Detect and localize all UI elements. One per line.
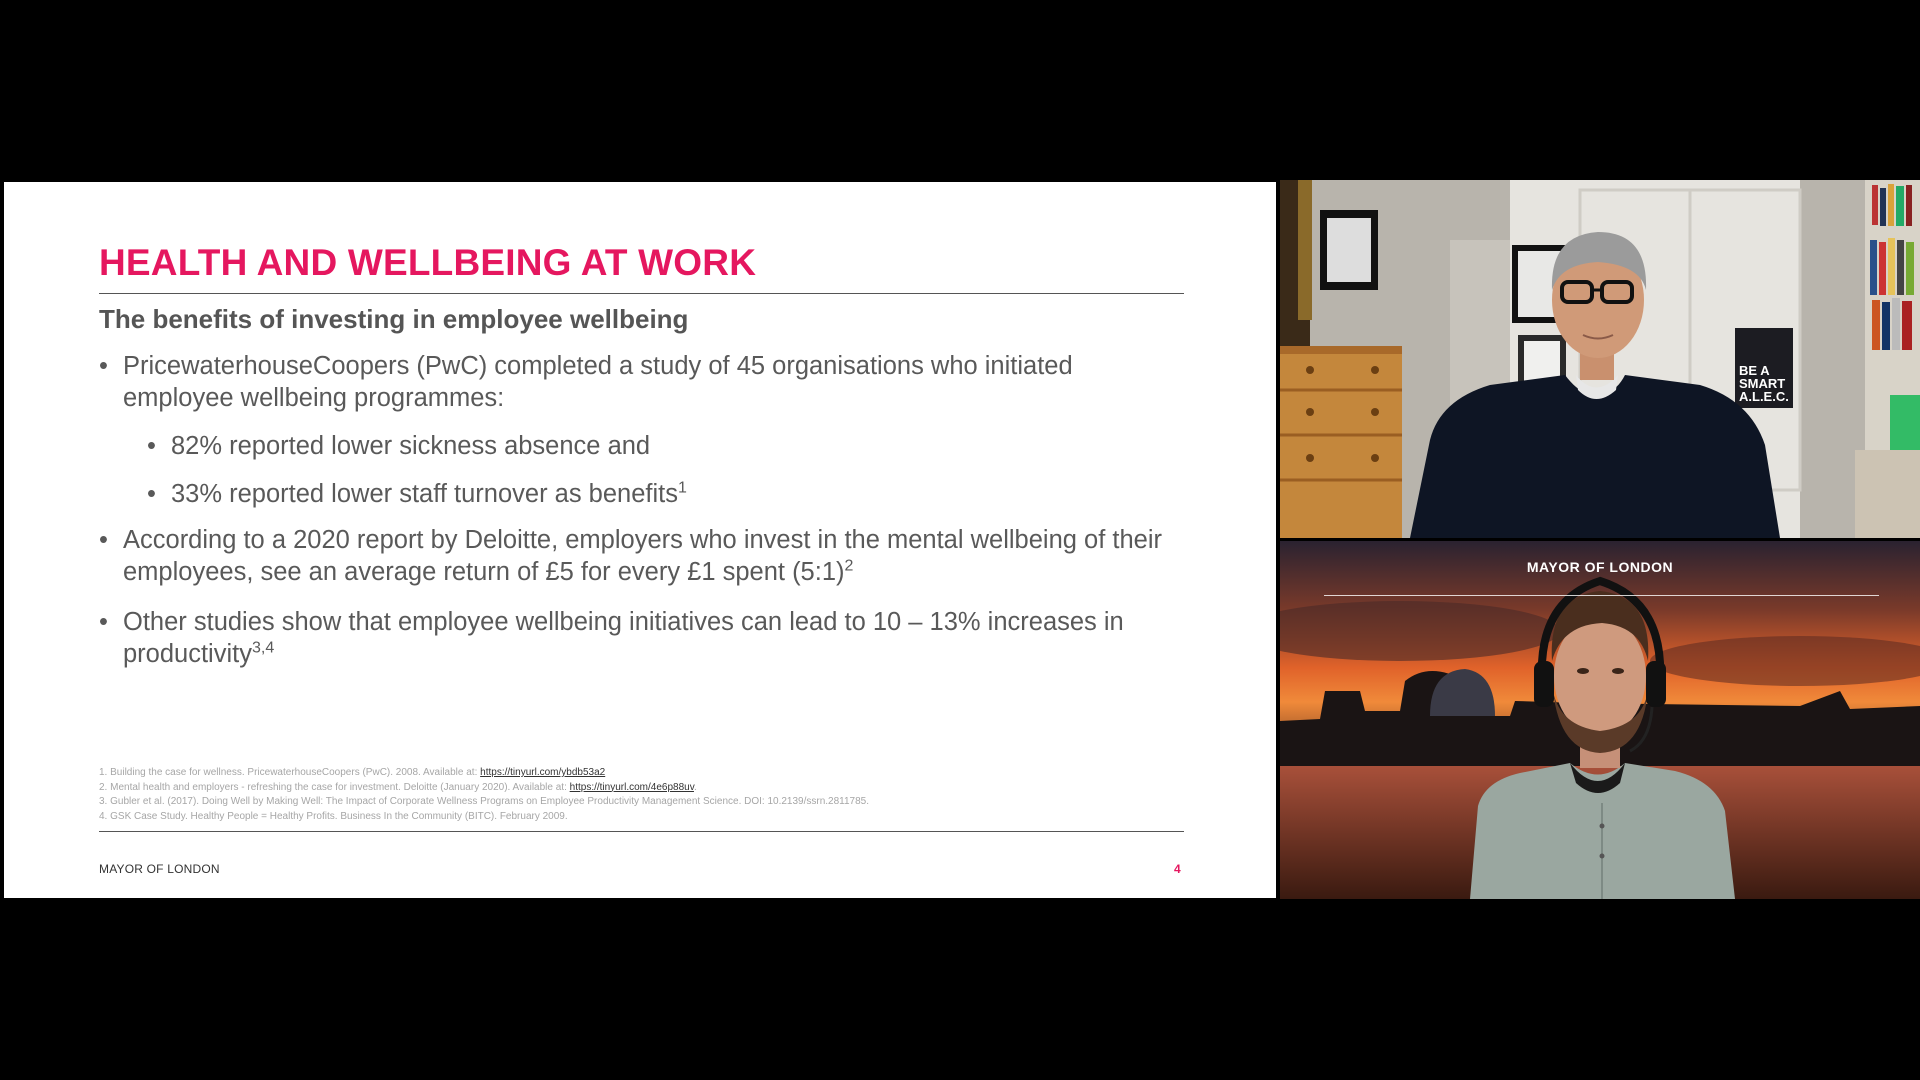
bullet-pwc-text: PricewaterhouseCoopers (PwC) completed a study of 45 organisations who initiated employee wellbeing programmes: <box>123 352 1073 412</box>
footnote-text: Building the case for wellness. PricewaterhouseCoopers (PwC). 2008. Available at: <box>110 767 481 778</box>
bullet-pwc <box>99 350 1189 510</box>
footnote-number: 2. <box>99 781 108 793</box>
footnote-number: 4. <box>99 810 108 822</box>
video-tile-participant-2[interactable] <box>1280 541 1920 899</box>
footnotes <box>99 766 1199 824</box>
video-tile-participant-1[interactable] <box>1280 180 1920 538</box>
footnote-ref: 2 <box>844 557 854 575</box>
sub-bullet-list <box>123 430 1189 510</box>
bullet-productivity-text: Other studies show that employee wellbeing initiatives can lead to 10 – 13% increases in productivity <box>123 608 1124 668</box>
slide-title: HEALTH AND WELLBEING AT WORK <box>99 242 757 283</box>
background-divider <box>1324 595 1879 596</box>
bullet-list <box>99 350 1189 684</box>
poster-line: BE A <box>1739 363 1770 378</box>
poster-text <box>1739 364 1795 403</box>
footnote-3 <box>99 795 1199 810</box>
footnote-link[interactable]: https://tinyurl.com/ybdb53a2 <box>480 767 606 778</box>
bullet-deloitte <box>99 524 1189 588</box>
footnote-text: Mental health and employers - refreshing the case for investment. Deloitte (January 2020). Available at: <box>110 781 570 793</box>
presentation-slide <box>4 182 1276 898</box>
footnote-2 <box>99 781 1199 796</box>
bullet-productivity <box>99 606 1189 670</box>
footer-divider <box>99 831 1184 832</box>
video-feed-room <box>1280 180 1920 538</box>
bullet-deloitte-text: According to a 2020 report by Deloitte, employers who invest in the mental wellbeing of their employees, see an average return of £5 for every £1 spent (5:1) <box>123 526 1162 586</box>
poster-line: SMART <box>1739 376 1786 391</box>
page-number: 4 <box>1174 862 1181 876</box>
background-brand-text: MAYOR OF LONDON <box>1526 559 1674 575</box>
footnote-ref: 1 <box>677 479 687 497</box>
title-divider <box>99 293 1184 294</box>
footnote-1 <box>99 766 1199 781</box>
footer-brand: MAYOR OF LONDON <box>99 862 220 876</box>
footnote-4 <box>99 810 1199 825</box>
footnote-ref: 3,4 <box>251 639 275 657</box>
footnote-number: 1. <box>99 767 108 778</box>
sub-bullet-sickness-text: 82% reported lower sickness absence and <box>171 432 651 460</box>
footnote-suffix: . <box>693 781 697 793</box>
sub-bullet-turnover <box>123 478 1189 510</box>
footnote-number: 3. <box>99 796 108 807</box>
slide-subtitle: The benefits of investing in employee wellbeing <box>99 304 689 334</box>
sub-bullet-turnover-text: 33% reported lower staff turnover as benefits <box>171 480 678 508</box>
footnote-text: Gubler et al. (2017). Doing Well by Making Well: The Impact of Corporate Wellness Programs on Employee Productivity Management Science. DOI: 10.2139/ssrn.2811785. <box>110 796 870 807</box>
footnote-link[interactable]: https://tinyurl.com/4e6p88uv <box>569 781 694 793</box>
sub-bullet-sickness <box>123 430 1189 462</box>
poster-line: A.L.E.C. <box>1739 389 1789 404</box>
footnote-text: GSK Case Study. Healthy People = Healthy Profits. Business In the Community (BITC). February 2009. <box>110 810 568 822</box>
